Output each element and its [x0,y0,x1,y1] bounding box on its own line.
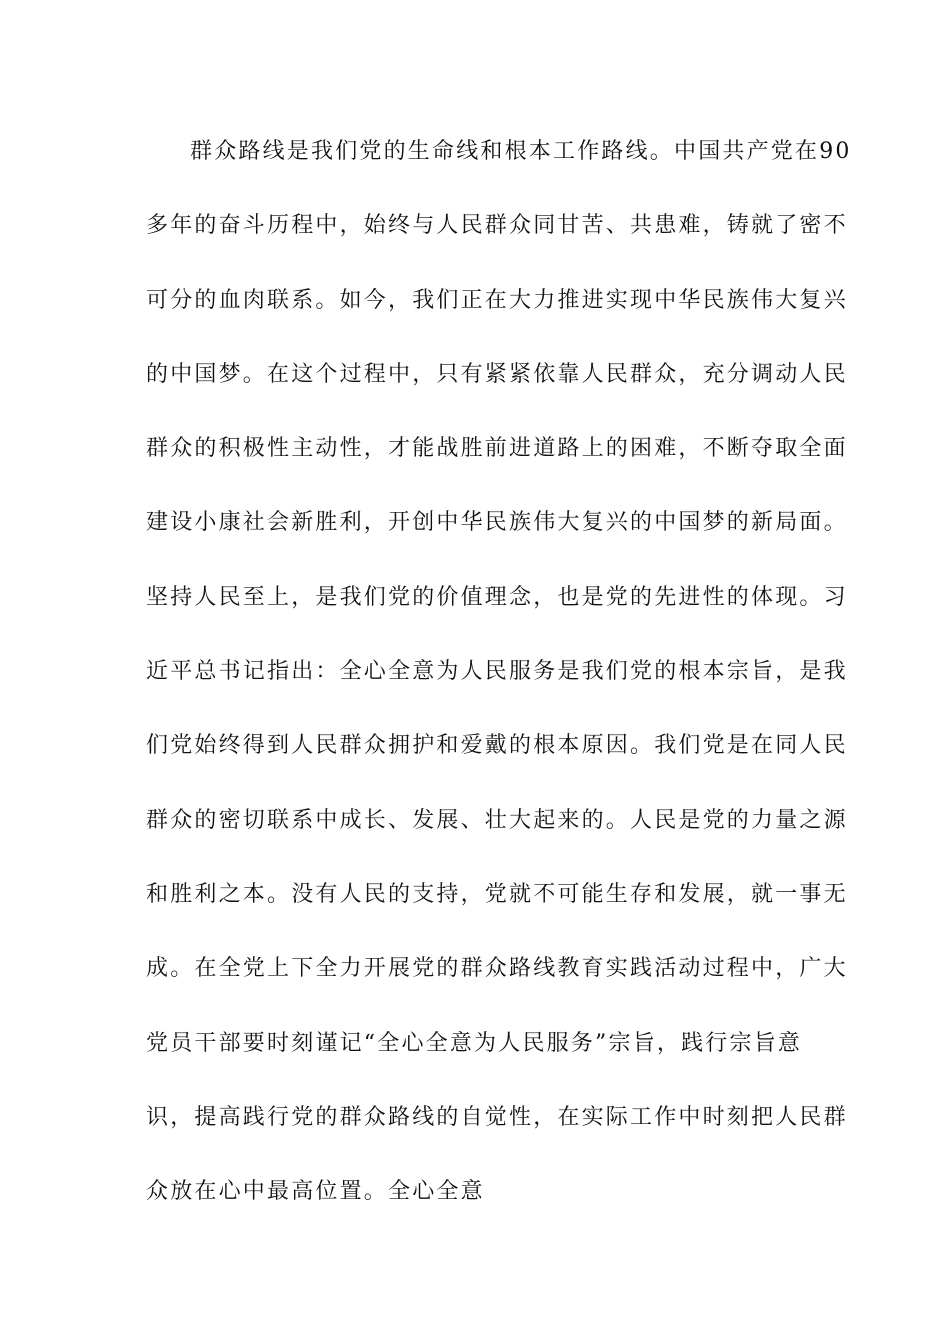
text-line: 近平总书记指出：全心全意为人民服务是我们党的根本宗旨，是我 [146,659,848,685]
text-line: 建设小康社会新胜利，开创中华民族伟大复兴的中国梦的新局面。 [146,510,848,536]
text-line: 的中国梦。在这个过程中，只有紧紧依靠人民群众，充分调动人民 [146,361,848,387]
text-line: 多年的奋斗历程中，始终与人民群众同甘苦、共患难，铸就了密不 [146,213,848,239]
text-line: 可分的血肉联系。如今，我们正在大力推进实现中华民族伟大复兴 [146,287,848,313]
text-line: 群众的积极性主动性，才能战胜前进道路上的困难，不断夺取全面 [146,436,848,462]
text-line: 坚持人民至上，是我们党的价值理念，也是党的先进性的体现。习 [146,584,848,610]
text-line: 群众的密切联系中成长、发展、壮大起来的。人民是党的力量之源 [146,807,848,833]
text-line: 群众路线是我们党的生命线和根本工作路线。中国共产党在90 [190,139,852,164]
text-line: 和胜利之本。没有人民的支持，党就不可能生存和发展，就一事无 [146,881,848,907]
text-line: 识，提高践行党的群众路线的自觉性，在实际工作中时刻把人民群 [146,1104,848,1130]
text-line: 成。在全党上下全力开展党的群众路线教育实践活动过程中，广大 [146,956,848,982]
body-paragraph [146,127,852,1241]
text-line: 们党始终得到人民群众拥护和爱戴的根本原因。我们党是在同人民 [146,733,848,759]
text-line: 党员干部要时刻谨记“全心全意为人民服务”宗旨，践行宗旨意 [146,1030,803,1056]
text-line: 众放在心中最高位置。全心全意 [146,1179,485,1205]
